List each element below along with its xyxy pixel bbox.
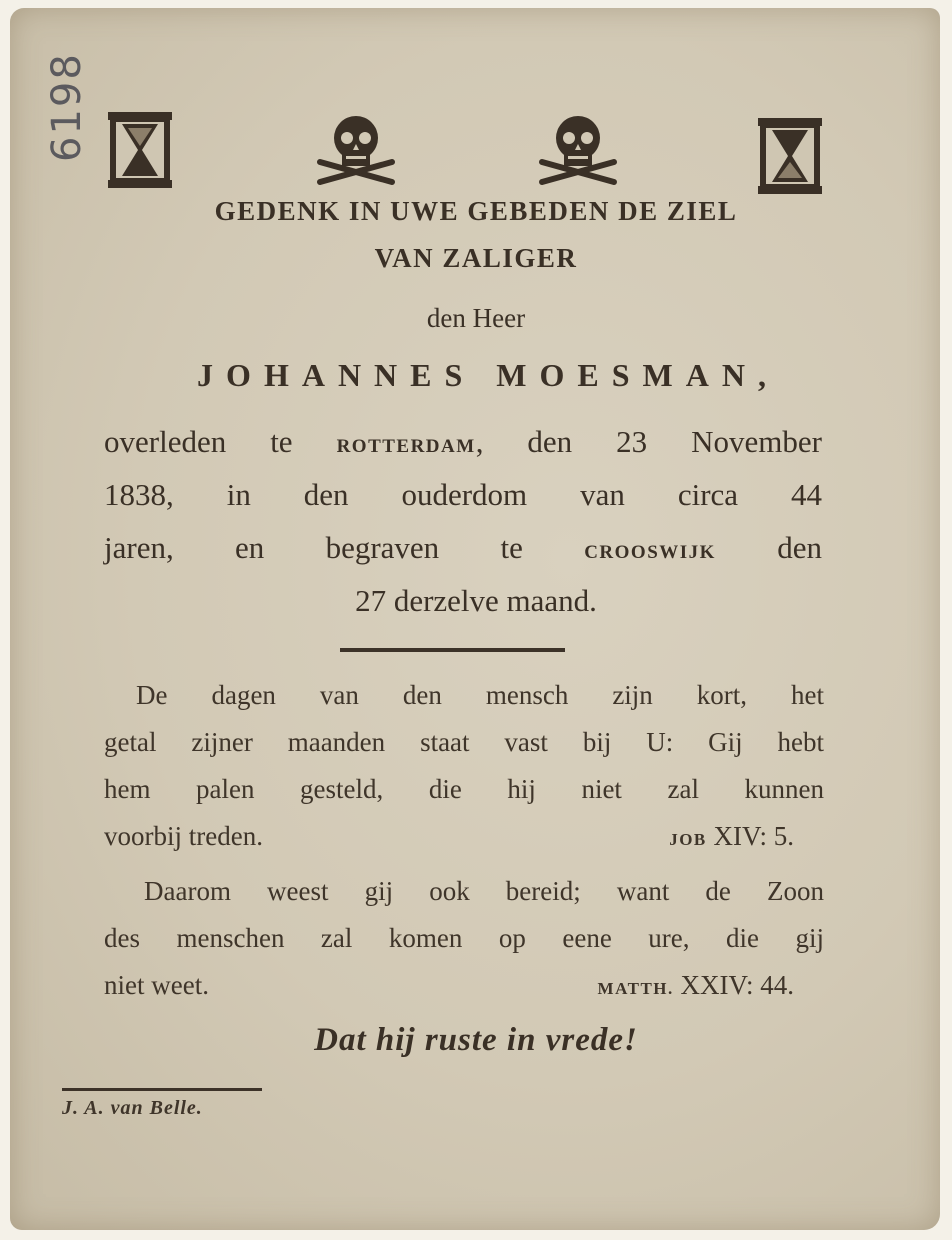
verse-line: hem palen gesteld, die hij niet zal kunnen bbox=[104, 774, 824, 804]
details-line-4: 27 derzelve maand. bbox=[355, 583, 597, 618]
divider bbox=[340, 648, 565, 652]
scripture-book: MATTH. bbox=[597, 979, 674, 998]
details-line-3 bbox=[104, 521, 822, 579]
details-line-1 bbox=[104, 415, 822, 473]
hourglass-icon bbox=[108, 112, 172, 188]
deceased-name: JOHANNES MOESMAN, bbox=[197, 357, 779, 393]
skull-crossbones-icon bbox=[534, 112, 622, 186]
verse-line: niet weet. bbox=[104, 970, 209, 1000]
details-text: jaren, en begraven te bbox=[104, 530, 585, 565]
scripture-book: JOB bbox=[669, 830, 707, 849]
verse-line: des menschen zal komen op eene ure, die gij bbox=[104, 923, 824, 953]
hourglass-icon bbox=[758, 118, 822, 194]
burial-place: CROOSWIJK bbox=[584, 542, 716, 563]
details-text: , den 23 November bbox=[475, 424, 822, 459]
scripture-verse: XXIV: 44. bbox=[673, 970, 794, 1000]
details-text: den bbox=[715, 530, 823, 565]
verse-matthew bbox=[104, 868, 824, 1012]
printer-divider bbox=[62, 1088, 262, 1091]
verse-line: De dagen van den mensch zijn kort, het bbox=[136, 680, 824, 710]
verse-job bbox=[104, 672, 824, 863]
verse-line: getal zijner maanden staat vast bij U: Gij hebt bbox=[104, 727, 824, 757]
title-prefix: den Heer bbox=[426, 303, 526, 333]
scripture-verse: XIV: 5. bbox=[706, 821, 794, 851]
heading-line-1: GEDENK IN UWE GEBEDEN DE ZIEL bbox=[214, 196, 738, 226]
verse-line: voorbij treden. bbox=[104, 821, 263, 851]
details-text: overleden te bbox=[104, 424, 337, 459]
printer-imprint: J. A. van Belle. bbox=[62, 1097, 203, 1119]
place-of-death: ROTTERDAM bbox=[336, 436, 476, 457]
heading-line-2: VAN ZALIGER bbox=[374, 243, 578, 273]
details-line-2: 1838, in den ouderdom van circa 44 bbox=[104, 477, 822, 512]
verse-line: Daarom weest gij ook bereid; want de Zoon bbox=[144, 876, 824, 906]
closing-prayer: Dat hij ruste in vrede! bbox=[314, 1022, 638, 1058]
skull-crossbones-icon bbox=[312, 112, 400, 186]
